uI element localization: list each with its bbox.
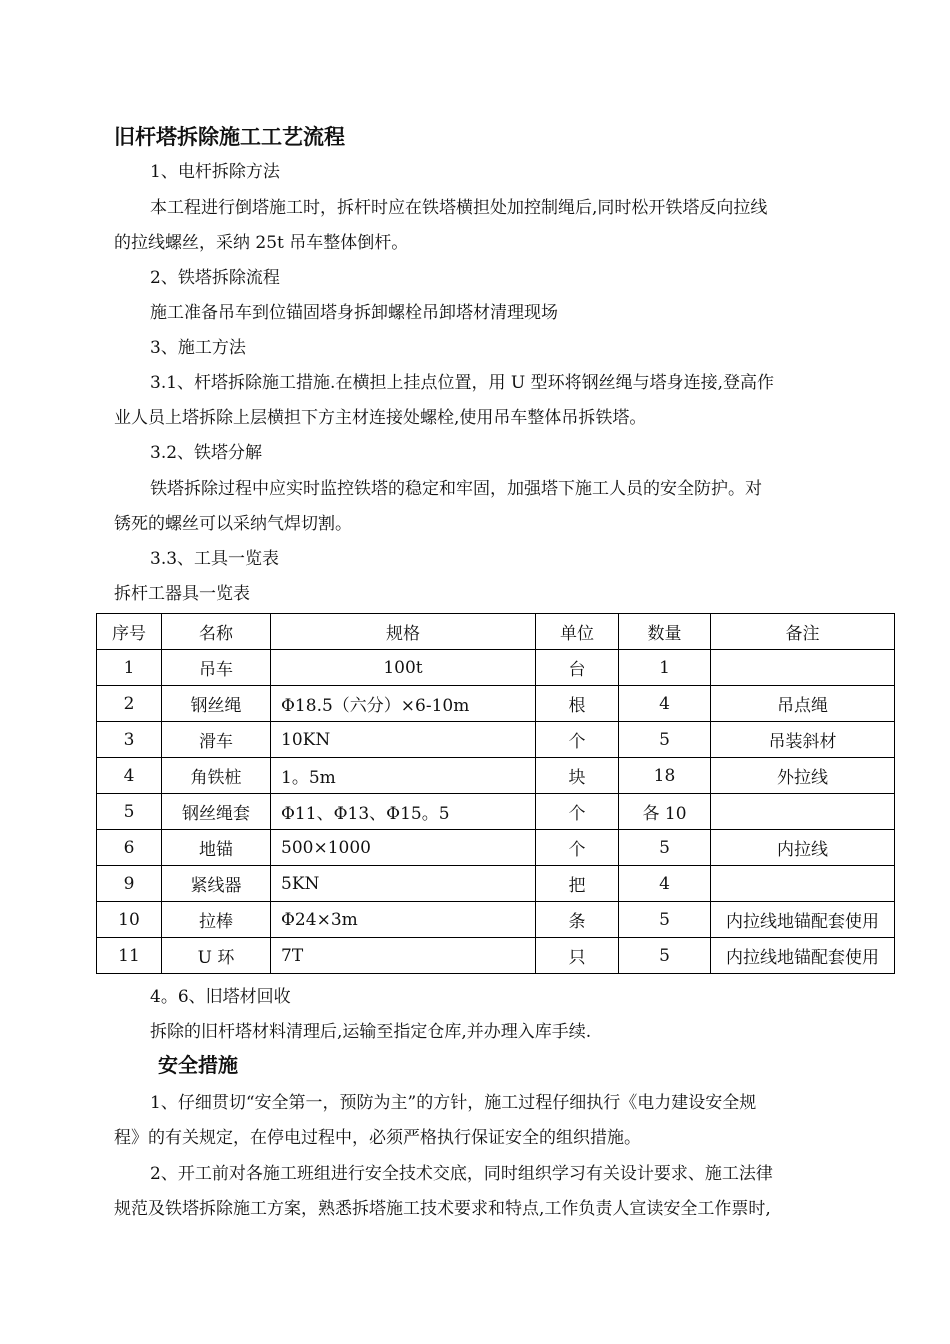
table-row: [97, 722, 895, 758]
cell-quantity: 4: [619, 686, 711, 722]
cell-spec: 5KN: [271, 866, 536, 902]
cell-index: 3: [97, 722, 162, 758]
subsection-title: 3.2、铁塔分解: [150, 443, 263, 463]
cell-index: 5: [97, 794, 162, 830]
cell-name: 角铁桩: [162, 758, 271, 794]
cell-remark: 内拉线地锚配套使用: [711, 938, 895, 974]
cell-index: 9: [97, 866, 162, 902]
section-title-recycling: 4。6、旧塔材回收: [150, 987, 291, 1007]
cell-unit: 个: [536, 830, 619, 866]
cell-spec: Φ24×3m: [271, 902, 536, 938]
cell-index: 2: [97, 686, 162, 722]
cell-spec: 500×1000: [271, 830, 536, 866]
paragraph-line: 施工准备吊车到位锚固塔身拆卸螺栓吊卸塔材清理现场: [150, 303, 558, 323]
cell-remark: [711, 794, 895, 830]
cell-name: 吊车: [162, 650, 271, 686]
cell-unit: 个: [536, 794, 619, 830]
cell-index: 4: [97, 758, 162, 794]
cell-unit: 只: [536, 938, 619, 974]
paragraph-line: 2、开工前对各施工班组进行安全技术交底，同时组织学习有关设计要求、施工法律: [150, 1164, 773, 1184]
cell-index: 6: [97, 830, 162, 866]
column-header-index: 序号: [97, 614, 162, 650]
cell-quantity: 各 10: [619, 794, 711, 830]
cell-index: 1: [97, 650, 162, 686]
cell-unit: 把: [536, 866, 619, 902]
cell-unit: 根: [536, 686, 619, 722]
tools-table: [96, 613, 895, 974]
cell-name: 紧线器: [162, 866, 271, 902]
table-row: [97, 794, 895, 830]
table-row: [97, 938, 895, 974]
cell-unit: 条: [536, 902, 619, 938]
cell-remark: 内拉线: [711, 830, 895, 866]
cell-quantity: 5: [619, 938, 711, 974]
cell-name: 地锚: [162, 830, 271, 866]
cell-unit: 个: [536, 722, 619, 758]
cell-spec: 1。5m: [271, 758, 536, 794]
cell-name: 钢丝绳套: [162, 794, 271, 830]
column-header-unit: 单位: [536, 614, 619, 650]
paragraph-line: 规范及铁塔拆除施工方案，熟悉拆塔施工技术要求和特点,工作负责人宣读安全工作票时,: [114, 1199, 771, 1219]
cell-remark: [711, 866, 895, 902]
cell-remark: 内拉线地锚配套使用: [711, 902, 895, 938]
main-heading: 旧杆塔拆除施工工艺流程: [114, 125, 345, 149]
cell-quantity: 4: [619, 866, 711, 902]
paragraph-line: 本工程进行倒塔施工时，拆杆时应在铁塔横担处加控制绳后,同时松开铁塔反向拉线: [150, 198, 768, 218]
cell-remark: 吊点绳: [711, 686, 895, 722]
cell-spec: 10KN: [271, 722, 536, 758]
cell-index: 10: [97, 902, 162, 938]
paragraph-line: 程》的有关规定，在停电过程中，必须严格执行保证安全的组织措施。: [114, 1128, 641, 1148]
cell-remark: 吊装斜材: [711, 722, 895, 758]
table-row: [97, 686, 895, 722]
paragraph-line: 拆除的旧杆塔材料清理后,运输至指定仓库,并办理入库手续.: [150, 1022, 592, 1042]
cell-spec: 100t: [271, 650, 536, 686]
paragraph-line: 的拉线螺丝，采纳 25t 吊车整体倒杆。: [114, 233, 409, 253]
safety-heading: 安全措施: [158, 1053, 238, 1077]
cell-name: U 环: [162, 938, 271, 974]
column-header-spec: 规格: [271, 614, 536, 650]
cell-quantity: 5: [619, 902, 711, 938]
cell-name: 拉棒: [162, 902, 271, 938]
table-row: [97, 866, 895, 902]
table-row: [97, 650, 895, 686]
cell-unit: 台: [536, 650, 619, 686]
section-title-pole-removal: 1、电杆拆除方法: [150, 162, 280, 182]
paragraph-line: 铁塔拆除过程中应实时监控铁塔的稳定和牢固，加强塔下施工人员的安全防护。对: [150, 479, 762, 499]
paragraph-line: 3.1、杆塔拆除施工措施.在横担上挂点位置，用 U 型环将钢丝绳与塔身连接,登高作: [150, 373, 774, 393]
table-caption: 拆杆工器具一览表: [114, 584, 250, 604]
section-title-method: 3、施工方法: [150, 338, 246, 358]
section-title-tower-removal: 2、铁塔拆除流程: [150, 268, 280, 288]
cell-remark: 外拉线: [711, 758, 895, 794]
cell-quantity: 18: [619, 758, 711, 794]
paragraph-line: 锈死的螺丝可以采纳气焊切割。: [114, 514, 352, 534]
cell-spec: 7T: [271, 938, 536, 974]
table-row: [97, 830, 895, 866]
cell-quantity: 5: [619, 830, 711, 866]
cell-name: 滑车: [162, 722, 271, 758]
table-header-row: [97, 614, 895, 650]
cell-spec: Φ18.5（六分）×6-10m: [271, 686, 536, 722]
column-header-quantity: 数量: [619, 614, 711, 650]
cell-quantity: 5: [619, 722, 711, 758]
cell-index: 11: [97, 938, 162, 974]
table-row: [97, 758, 895, 794]
paragraph-line: 业人员上塔拆除上层横担下方主材连接处螺栓,使用吊车整体吊拆铁塔。: [114, 408, 647, 428]
column-header-remark: 备注: [711, 614, 895, 650]
paragraph-line: 1、仔细贯切“安全第一，预防为主”的方针，施工过程仔细执行《电力建设安全规: [150, 1093, 757, 1113]
cell-unit: 块: [536, 758, 619, 794]
cell-name: 钢丝绳: [162, 686, 271, 722]
subsection-title: 3.3、工具一览表: [150, 549, 280, 569]
column-header-name: 名称: [162, 614, 271, 650]
cell-quantity: 1: [619, 650, 711, 686]
cell-spec: Φ11、Φ13、Φ15。5: [271, 794, 536, 830]
table-row: [97, 902, 895, 938]
cell-remark: [711, 650, 895, 686]
